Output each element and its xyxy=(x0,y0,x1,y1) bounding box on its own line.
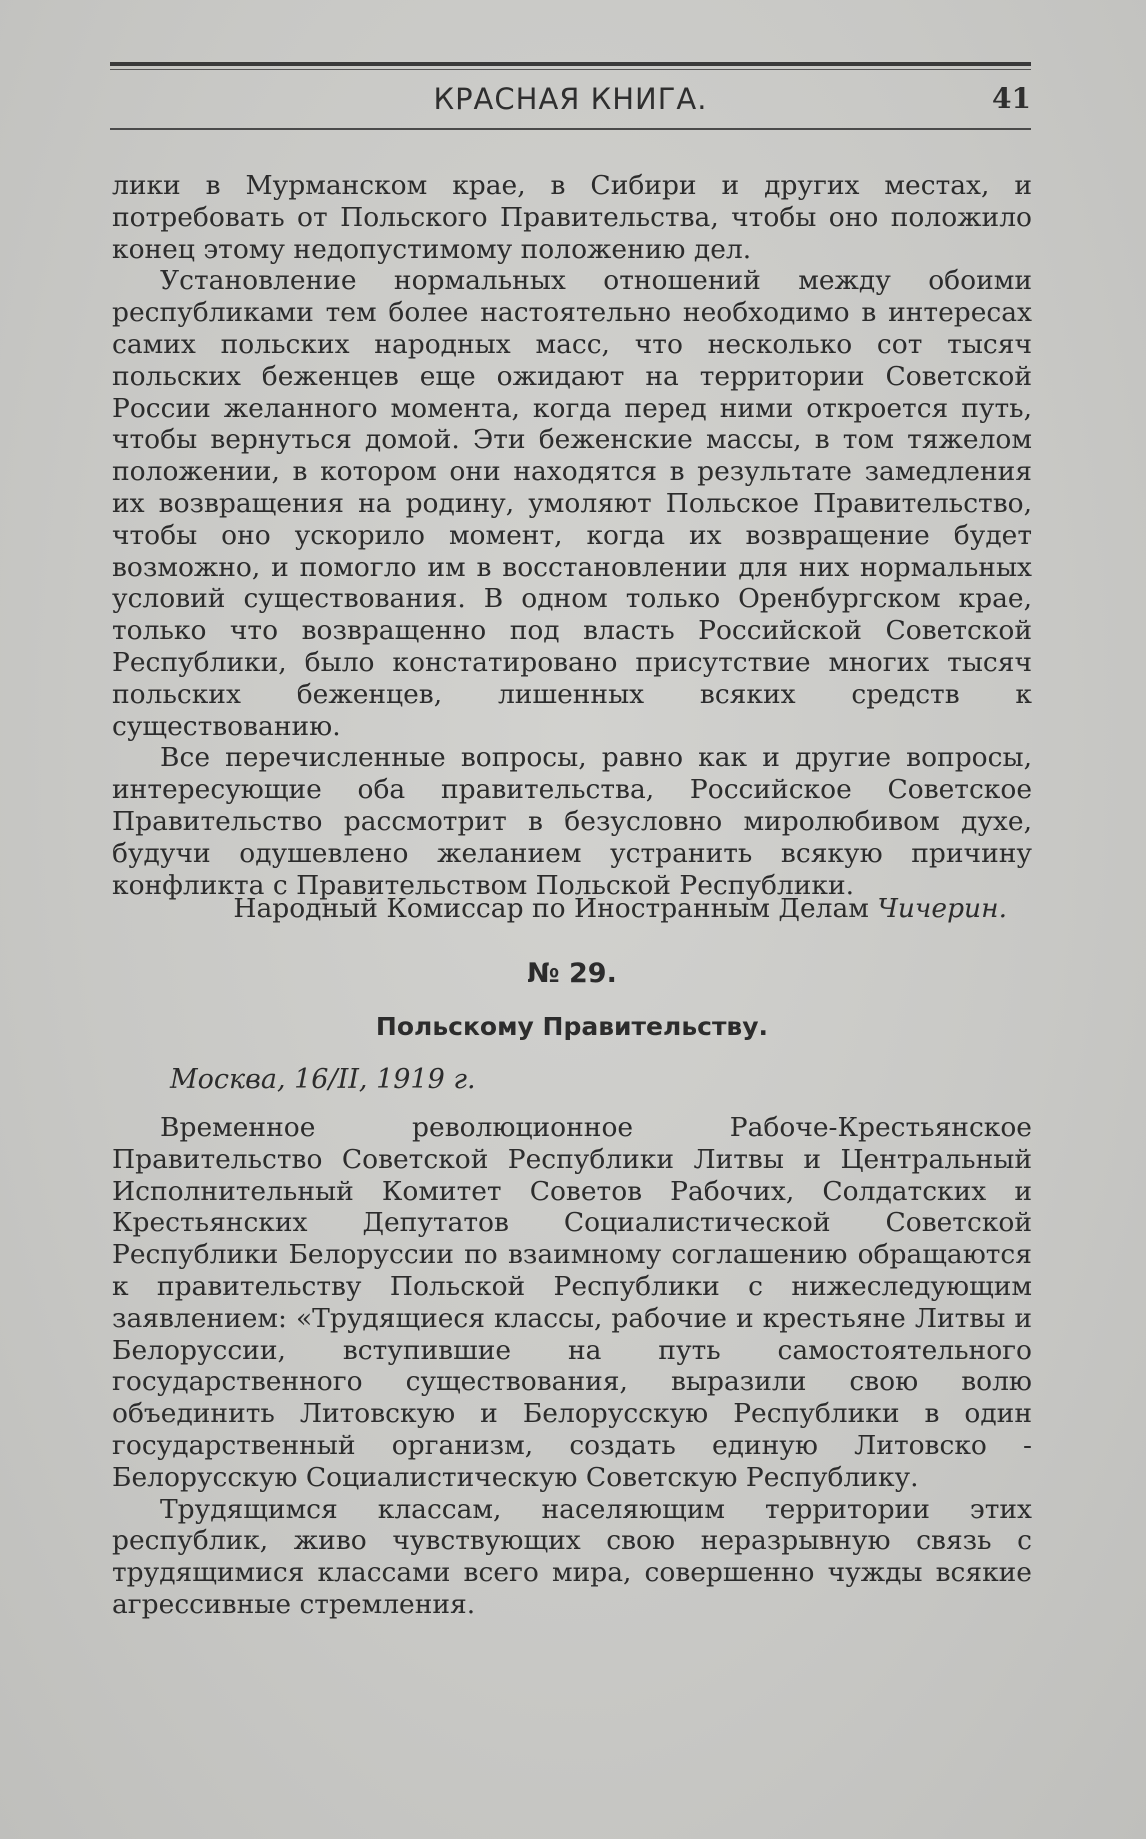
page-number: 41 xyxy=(992,82,1031,115)
top-rule-thin xyxy=(110,69,1031,70)
paragraph: Установление нормальных отношений между обоими республиками тем более настоятельно необходимо в интересах самих польских народных масс, что несколько сот тысяч польских беженцев еще ожидают на территории Советской России желанного момента, когда перед ними откроется путь, чтобы вернуться домой. Эти беженские массы, в том тяжелом положении, в котором они находятся в результате замедления их возвращения на родину, умоляют Польское Правительство, чтобы оно ускорило момент, когда их возвращение будет возможно, и помогло им в восстановлении для них нормальных условий существования. В одном только Оренбургском крае, только что возвращенно под власть Российской Советской Республики, было констатировано присутствие многих тысяч польских беженцев, лишенных всяких средств к существованию. xyxy=(112,265,1032,742)
paragraph: лики в Мурманском крае, в Сибири и других местах, и потребовать от Польского Правительства, чтобы оно положило конец этому недопустимому положению дел. xyxy=(112,170,1032,265)
document-title: Польскому Правительству. xyxy=(375,1012,769,1041)
paragraph: Все перечисленные вопросы, равно как и другие вопросы, интересующие оба правительства, Российское Советское Правительство рассмотрит в безусловно миролюбивом духе, будучи одушевлено желанием устранить всякую причину конфликта с Правительством Польской Республики. xyxy=(112,742,1032,901)
paragraph: Трудящимся классам, населяющим территории этих республик, живо чувствующих свою неразрывную связь с трудящимися классами всего мира, совершенно чужды всякие агрессивные стремления. xyxy=(112,1493,1032,1620)
paragraph: Временное революционное Рабоче-Крестьянское Правительство Советской Республики Литвы и Центральный Исполнительный Комитет Советов Рабочих, Солдатских и Крестьянских Депутатов Социалистической Советской Республики Белоруссии по взаимному соглашению обращаются к правительству Польской Республики с нижеследующим заявлением: «Трудящиеся классы, рабочие и крестьяне Литвы и Белоруссии, вступившие на путь самостоятельного государственного существования, выразили свою волю объединить Литовскую и Белорусскую Республики в один государственный организм, создать единую Литовско - Белорусскую Социалистическую Советскую Республику. xyxy=(112,1112,1032,1493)
continuation-text xyxy=(112,170,1032,901)
document-number: № 29. xyxy=(527,958,617,989)
page-header xyxy=(110,82,1031,122)
document-dateline: Москва, 16/II, 1919 г. xyxy=(170,1064,476,1095)
signature-line xyxy=(112,893,1007,925)
header-rule xyxy=(110,128,1031,130)
document-text xyxy=(112,1112,1032,1621)
running-title: КРАСНАЯ КНИГА. xyxy=(433,82,708,116)
signature-name: Чичерин. xyxy=(877,893,1007,924)
top-rule xyxy=(110,62,1031,66)
signature-position: Народный Комиссар по Иностранным Делам xyxy=(233,893,869,924)
